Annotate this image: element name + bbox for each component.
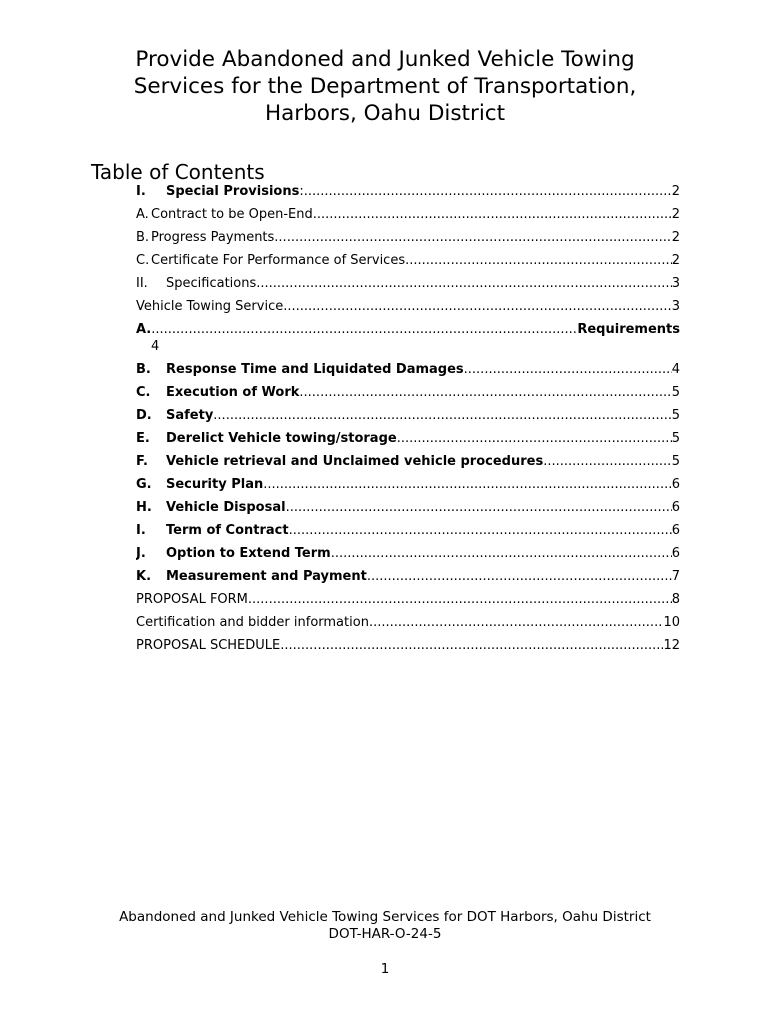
toc-entry-number: J. (136, 546, 146, 561)
page-footer (0, 909, 770, 943)
toc-leader-dots (464, 359, 672, 381)
toc-entry-number: B. (136, 362, 151, 377)
toc-entry-page: 4 (671, 362, 680, 377)
toc-entry[interactable] (136, 382, 680, 405)
toc-entry-page: 5 (671, 385, 680, 400)
toc-entry[interactable] (136, 497, 680, 520)
toc-entry-number: G. (136, 477, 152, 492)
toc-leader-dots (313, 204, 672, 226)
toc-entry-label: Response Time and Liquidated Damages (166, 362, 464, 377)
toc-entry-page: 3 (671, 276, 680, 291)
toc-entry-label: Certificate For Performance of Services (151, 253, 406, 268)
toc-entry[interactable] (136, 319, 680, 359)
toc-entry[interactable] (136, 612, 680, 635)
toc-entry-label: Vehicle retrieval and Unclaimed vehicle procedures (166, 454, 544, 469)
toc-entry-label: Measurement and Payment (166, 569, 367, 584)
toc-entry-page: 2 (671, 207, 680, 222)
toc-entry-label: Specifications (166, 276, 257, 291)
toc-entry[interactable] (136, 589, 680, 612)
toc-entry-page: 2 (671, 230, 680, 245)
toc-entry-number: I. (136, 184, 146, 199)
toc-entry-label: Contract to be Open-End (151, 207, 313, 222)
toc-entry-label: Security Plan (166, 477, 264, 492)
footer-document-number: DOT-HAR-O-24-5 (328, 926, 442, 942)
toc-entry-page: 8 (671, 592, 680, 607)
toc-entry-number: C. (136, 385, 151, 400)
footer-title: Abandoned and Junked Vehicle Towing Services for DOT Harbors, Oahu District (119, 909, 651, 925)
toc-entry[interactable] (136, 250, 680, 273)
toc-entry-number: E. (136, 431, 150, 446)
toc-entry[interactable] (136, 635, 680, 658)
toc-entry-number: II. (136, 276, 148, 291)
page-number: 1 (380, 961, 390, 977)
toc-entry[interactable] (136, 520, 680, 543)
toc-entry-page: 6 (671, 477, 680, 492)
toc-entry-page: 4 (151, 339, 160, 354)
toc-entry-page: 2 (671, 184, 680, 199)
toc-entry-page: 6 (671, 546, 680, 561)
toc-leader-dots (299, 382, 671, 404)
toc-entry-number: H. (136, 500, 152, 515)
toc-leader-dots (286, 497, 672, 519)
toc-entry-label-suffix: : (299, 184, 304, 199)
toc-entry-label: PROPOSAL FORM (136, 592, 248, 607)
toc-leader-dots (369, 612, 664, 634)
document-title-line: Provide Abandoned and Junked Vehicle Towing (135, 47, 635, 72)
toc-entry-label: Requirements (577, 322, 680, 337)
toc-entry-label: Special Provisions (166, 184, 300, 199)
table-of-contents (136, 181, 680, 658)
toc-entry[interactable] (136, 273, 680, 296)
document-title-line: Services for the Department of Transportation, (133, 74, 637, 99)
toc-entry-label: Execution of Work (166, 385, 300, 400)
toc-entry-number: D. (136, 408, 152, 423)
toc-leader-dots (256, 273, 671, 295)
toc-entry-label: Vehicle Towing Service (136, 299, 284, 314)
toc-leader-dots (405, 250, 672, 272)
toc-leader-dots (367, 566, 672, 588)
toc-entry[interactable] (136, 227, 680, 250)
toc-entry-label: PROPOSAL SCHEDULE (136, 638, 281, 653)
toc-leader-dots (289, 520, 672, 542)
toc-entry-page: 6 (671, 500, 680, 515)
toc-entry-number: A. (136, 207, 149, 222)
toc-entry-page: 3 (671, 299, 680, 314)
document-title (0, 46, 770, 127)
toc-entry-number: I. (136, 523, 146, 538)
toc-leader-dots (213, 405, 671, 427)
toc-entry[interactable] (136, 405, 680, 428)
document-title-line: Harbors, Oahu District (264, 101, 506, 126)
toc-entry[interactable] (136, 296, 680, 319)
toc-leader-dots (263, 474, 671, 496)
toc-entry[interactable] (136, 428, 680, 451)
toc-entry-label: Safety (166, 408, 214, 423)
toc-entry-page: 5 (671, 431, 680, 446)
toc-entry-page: 5 (671, 454, 680, 469)
toc-leader-dots (397, 428, 672, 450)
toc-entry-page: 7 (671, 569, 680, 584)
toc-heading: Table of Contents (91, 160, 265, 184)
toc-entry-page: 2 (671, 253, 680, 268)
toc-entry-number: A. (136, 322, 152, 337)
toc-entry-label: Progress Payments (151, 230, 275, 245)
toc-leader-dots (280, 635, 663, 657)
toc-leader-dots (283, 296, 671, 318)
toc-entry[interactable] (136, 543, 680, 566)
toc-leader-dots (331, 543, 672, 565)
toc-leader-dots (151, 321, 577, 339)
toc-entry[interactable] (136, 566, 680, 589)
toc-entry[interactable] (136, 204, 680, 227)
toc-entry-label: Option to Extend Term (166, 546, 331, 561)
toc-entry[interactable] (136, 451, 680, 474)
toc-entry[interactable] (136, 359, 680, 382)
toc-entry-number: C. (136, 253, 150, 268)
toc-leader-dots (543, 451, 672, 473)
toc-entry-page: 12 (663, 638, 680, 653)
toc-leader-dots (304, 181, 672, 203)
toc-leader-dots (274, 227, 671, 249)
toc-entry-number: F. (136, 454, 148, 469)
toc-entry-number: B. (136, 230, 150, 245)
toc-entry-label: Vehicle Disposal (166, 500, 286, 515)
toc-leader-dots (248, 589, 672, 611)
toc-entry-label: Derelict Vehicle towing/storage (166, 431, 397, 446)
toc-entry-label: Certification and bidder information (136, 615, 369, 630)
toc-entry-page: 6 (671, 523, 680, 538)
toc-entry[interactable] (136, 181, 680, 204)
toc-entry-label: Term of Contract (166, 523, 289, 538)
toc-entry-page: 10 (663, 615, 680, 630)
toc-entry-number: K. (136, 569, 152, 584)
toc-entry[interactable] (136, 474, 680, 497)
toc-entry-page: 5 (671, 408, 680, 423)
